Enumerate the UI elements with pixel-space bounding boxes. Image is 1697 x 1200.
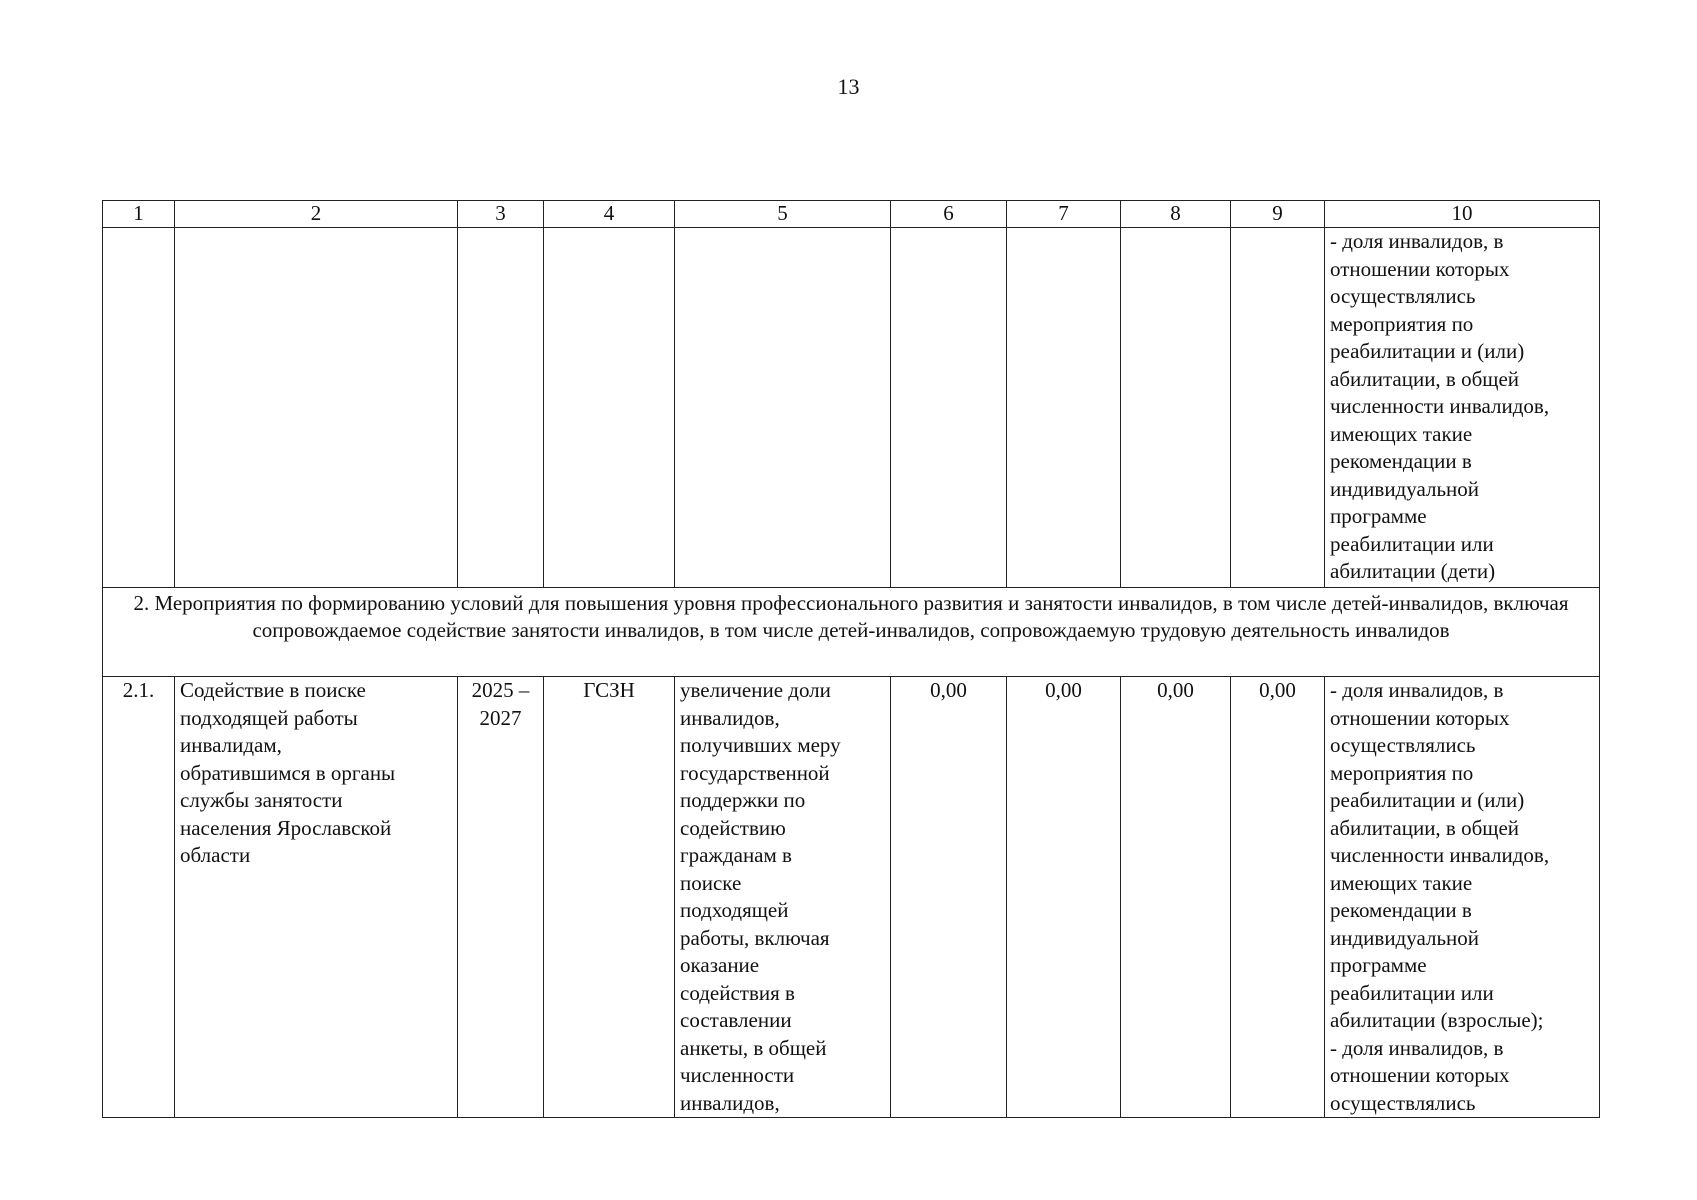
cell-empty xyxy=(675,228,891,588)
value-col6: 0,00 xyxy=(891,677,1007,1118)
column-number-row xyxy=(103,201,1600,228)
indicator-text: - доля инвалидов, в отношении которых осуществлялись мероприятия по реабилитации и (или) абилитации, в общей численности инвалидов, имеющих такие рекомендации в индивидуальной программе реабилитации или абилитации (дети) xyxy=(1330,229,1550,583)
measure-name: Содействие в поиске подходящей работы инвалидам, обратившимся в органы службы занятости населения Ярославской области xyxy=(180,678,396,867)
column-number-10: 10 xyxy=(1325,201,1600,228)
value-col7: 0,00 xyxy=(1007,677,1121,1118)
section-2-title: 2. Мероприятия по формированию условий для повышения уровня профессионального развития и занятости инвалидов, в том числе детей-инвалидов, включая сопровождаемое содействие занятости инвалидов, в том числе детей-инвалидов, сопровождаемую трудовую деятельность инвалидов xyxy=(103,588,1600,677)
result-text: увеличение доли инвалидов, получивших меру государственной поддержки по содействию гражданам в поиске подходящей работы, включая оказание содействия в составлении анкеты, в общей численности инвалидов, xyxy=(680,678,841,1115)
cell-empty xyxy=(1007,228,1121,588)
indicator-cell xyxy=(1325,228,1600,588)
indicator-text: - доля инвалидов, в отношении которых осуществлялись мероприятия по реабилитации и (или) абилитации, в общей численности инвалидов, имеющих такие рекомендации в индивидуальной программе реабилитации или абилитации (взрослые); - доля инвалидов, в отношении которых осуществлялись xyxy=(1330,678,1550,1115)
table-row xyxy=(103,677,1600,1118)
value-col9: 0,00 xyxy=(1231,677,1325,1118)
column-number-3: 3 xyxy=(458,201,544,228)
cell-empty xyxy=(1231,228,1325,588)
column-number-2: 2 xyxy=(175,201,458,228)
indicator-cell xyxy=(1325,677,1600,1118)
column-number-1: 1 xyxy=(103,201,175,228)
result-cell xyxy=(675,677,891,1118)
column-number-8: 8 xyxy=(1121,201,1231,228)
period-cell xyxy=(458,677,544,1118)
measure-name-cell xyxy=(175,677,458,1118)
cell-empty xyxy=(1121,228,1231,588)
value-col8: 0,00 xyxy=(1121,677,1231,1118)
column-number-4: 4 xyxy=(544,201,675,228)
cell-empty xyxy=(175,228,458,588)
continuation-row xyxy=(103,228,1600,588)
column-number-9: 9 xyxy=(1231,201,1325,228)
column-number-7: 7 xyxy=(1007,201,1121,228)
cell-empty xyxy=(103,228,175,588)
executor: ГСЗН xyxy=(544,677,675,1118)
period: 2025 – 2027 xyxy=(471,678,530,730)
program-table xyxy=(102,200,1600,1118)
page-number: 13 xyxy=(837,74,860,99)
column-number-6: 6 xyxy=(891,201,1007,228)
cell-empty xyxy=(891,228,1007,588)
column-number-5: 5 xyxy=(675,201,891,228)
cell-empty xyxy=(458,228,544,588)
section-header-row xyxy=(103,588,1600,677)
row-number: 2.1. xyxy=(103,677,175,1118)
cell-empty xyxy=(544,228,675,588)
